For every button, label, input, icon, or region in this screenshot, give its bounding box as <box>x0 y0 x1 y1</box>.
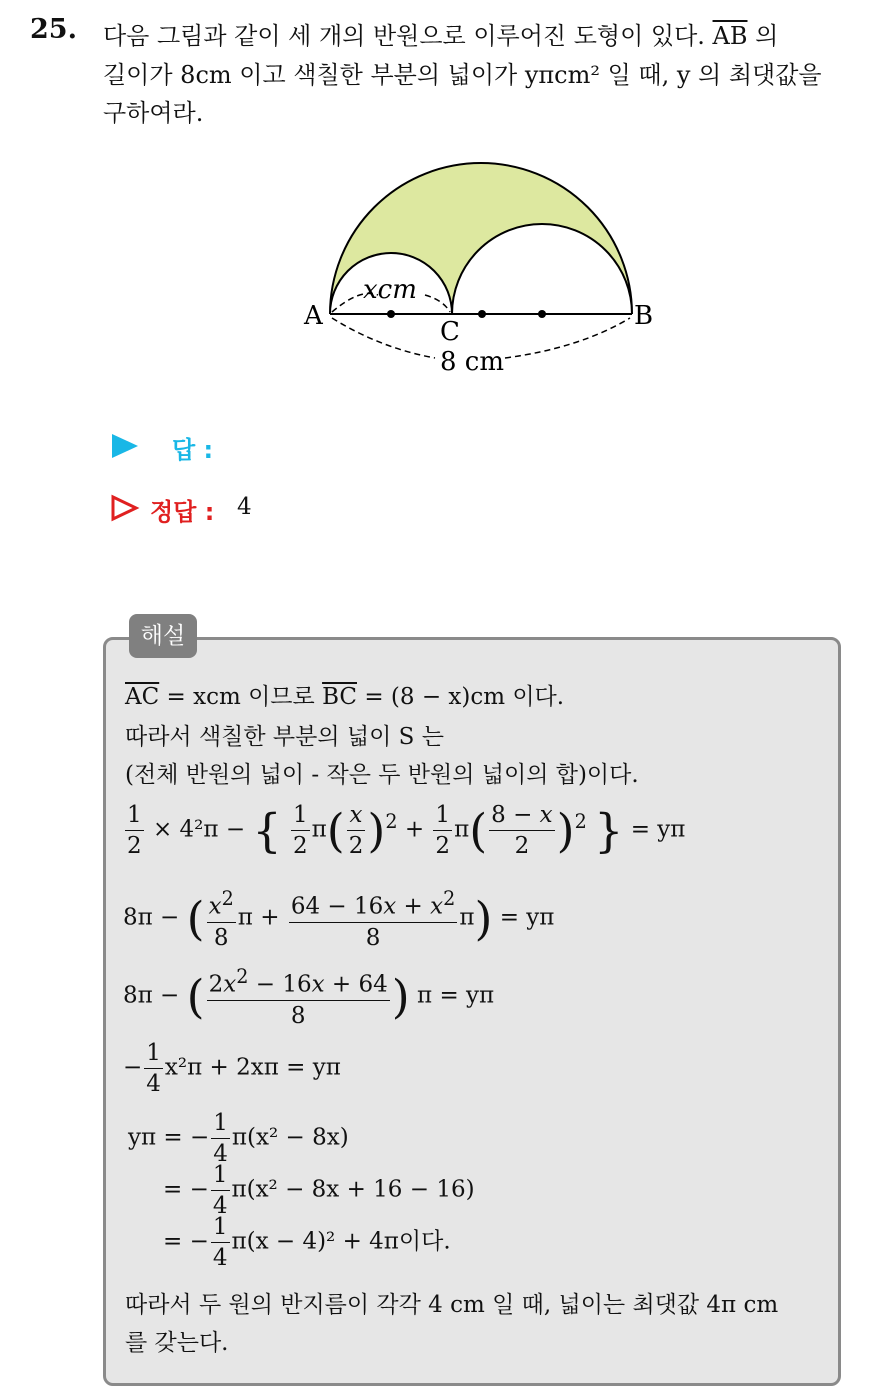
center-dot-2 <box>478 310 486 318</box>
solution-line-2: 따라서 색칠한 부분의 넓이 S 는 <box>125 724 444 750</box>
equation-4: − $\frac{1}{4}$ x²π + 2xπ = yπ <box>123 1040 341 1097</box>
equation-5: yπ = − $\frac{1}{4}$ π(x² − 8x) <box>128 1110 349 1167</box>
equation-3: 8π − ( $\frac{2x^2 - 16x + 64}{8}$ ) π = yπ <box>123 962 494 1031</box>
semicircle-figure <box>300 150 670 390</box>
point-c-label: C <box>440 317 460 347</box>
equation-1: $\frac{1}{2}$ × 4²π − { $\frac{1}{2}$ π( $\frac{x}{2}$ )$^2$ + $\frac{1}{2}$ π( $\frac{8 - x}{2}$ )$^2$ } = yπ <box>127 802 686 859</box>
length-x-label: xcm <box>363 275 417 305</box>
correct-answer-value: 4 <box>237 494 252 520</box>
solution-line-1: $\overline{AC}$ = xcm 이므로 $\overline{BC} = (8 - x)cm$ 이다. <box>125 684 565 710</box>
point-b-label: B <box>634 301 654 331</box>
center-dot-3 <box>538 310 546 318</box>
solution-last-1: 따라서 두 원의 반지름이 각각 4 cm 일 때, 넓이는 최댓값 4π cm <box>125 1292 779 1318</box>
dashed-total-left <box>332 318 435 358</box>
solution-tag: 해설 <box>129 614 197 658</box>
equation-6: = − $\frac{1}{4}$ π(x² − 8x + 16 − 16) <box>163 1162 475 1219</box>
solution-last-2: 를 갖는다. <box>125 1330 229 1356</box>
question-line-2: 길이가 8cm 이고 색칠한 부분의 넓이가 yπcm² 일 때, y 의 최댓값을 <box>103 61 822 89</box>
question-line-1: 다음 그림과 같이 세 개의 반원으로 이루어진 도형이 있다. $\overline{AB}$ 의 <box>103 22 779 50</box>
point-a-label: A <box>304 301 323 331</box>
solution-line-3: (전체 반원의 넓이 - 작은 두 반원의 넓이의 합)이다. <box>125 762 639 788</box>
question-line-3: 구하여라. <box>103 99 204 127</box>
dashed-total-right <box>505 318 630 358</box>
equation-7: = − $\frac{1}{4}$ π(x − 4)² + 4π이다. <box>163 1214 451 1271</box>
answer-label: 답 : <box>172 436 214 464</box>
question-number: 25. <box>30 14 77 45</box>
correct-answer-icon <box>110 494 140 522</box>
equation-2: 8π − ( $\frac{x^2}{8}$ π + $\frac{64 - 16x + x^2}{8}$ π) = yπ <box>123 884 554 953</box>
correct-answer-label: 정답 : <box>150 498 215 526</box>
center-dot-1 <box>387 310 395 318</box>
length-total-label: 8 cm <box>440 347 505 377</box>
segment-ab: $\overline{AB}$ <box>712 22 748 50</box>
answer-play-icon <box>110 432 140 460</box>
dashed-x-right <box>425 295 450 312</box>
